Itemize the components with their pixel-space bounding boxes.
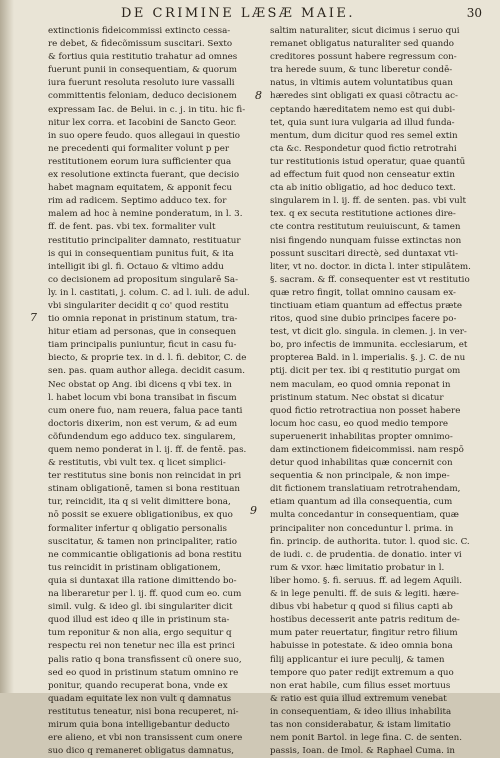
text-line: cum onere fuo, nam reuera, falua pace tanti	[48, 405, 243, 416]
text-line: & in lege penulti. ff. de suis & legiti. hære-	[270, 589, 459, 600]
text-line: quem nemo ponderat in l. ij. ff. de fentē. pas.	[48, 445, 247, 455]
text-line: rim ad radicem. Septimo adduco tex. for	[48, 196, 227, 207]
text-line: re debet, & fidecõmissum suscitari. Sexto	[48, 39, 233, 50]
right-text-column	[270, 25, 482, 758]
text-line: & restitutis, vbi vult tex. q licet simplici-	[48, 458, 226, 469]
text-line: sequentia & non principale, & non impe-	[270, 471, 450, 482]
text-line: tum reponitur & non alia, ergo sequitur q	[48, 628, 232, 639]
text-line: doctoris dixerim, non est verum, & ad eum	[48, 418, 238, 429]
text-line: ad effectum fuit quod non censeatur extin	[270, 170, 455, 181]
text-line: dibus vbi habetur q quod si filius capti ab	[270, 602, 453, 613]
text-line: remanet obligatus naturaliter sed quando	[270, 39, 455, 50]
text-line: committentis feloniam, deduco decisionem	[48, 91, 237, 102]
text-line: de iudi. c. de prudentia. de donatio. inter vi	[270, 549, 462, 560]
text-line: tio omnia reponat in pristinum statum, tra-	[48, 314, 238, 325]
text-line: pristinum statum. Nec obstat si dicatur	[270, 392, 444, 403]
margin-marker-right-top: 8	[255, 89, 262, 102]
text-line: sed eo quod in pristinum statum omnino re	[48, 667, 239, 678]
text-line: singularem in l. ij. ff. de senten. pas. vbi vult	[270, 196, 466, 207]
text-line: in consequentiam, & ideo illius inhabilita	[270, 706, 452, 717]
text-line: ex resolutione extincta fuerant, que decisio	[48, 170, 240, 181]
text-line: test, vt dicit glo. singula. in clemen. j. in ver-	[270, 327, 467, 338]
text-line: principaliter non conceduntur l. prima. in	[270, 523, 454, 534]
text-line: dam extinctionem fideicommissi. nam respō	[270, 445, 464, 455]
text-line: extinctionis fideicommissi extincto cessa-	[48, 26, 231, 36]
text-line: nitur lex corra. et Iacobini de Sancto Geor.	[48, 117, 237, 128]
text-line: mum pater reuertatur, fingitur retro filium	[270, 628, 458, 639]
text-line: tex. q ex secuta restitutione actiones dire-	[270, 209, 456, 220]
text-line: Nec obstat op Ang. ibi dicens q vbi tex. in	[48, 379, 232, 390]
text-line: fuerunt punii in consequentiam, & quorum	[48, 65, 238, 76]
text-line: §. sacram. & ff. consequenter est vt restitutio	[270, 274, 470, 285]
text-line: cte contra restitutum reuiuiscunt, & tamen	[270, 222, 461, 233]
text-line: ne commicantie obligationis ad bona restitu	[48, 549, 242, 560]
text-line: non erat habile, cum filius esset mortuus	[270, 680, 451, 691]
text-line: ly. in l. castitati, j. colum. C. ad l. iuli. de adul.	[48, 287, 250, 298]
text-line: ere alieno, et vbi non transissent cum onere	[48, 733, 243, 744]
text-line: iura fuerunt resoluta resoluto iure vassalli	[48, 78, 235, 89]
text-line: co decisionem ad propositum singularē Sa-	[48, 274, 239, 285]
text-line: stinam obligationē, tamen si bona restituan	[48, 484, 240, 495]
text-line: malem ad hoc à nemine ponderatum, in l. 3.	[48, 209, 243, 220]
text-line: liter, vt no. doctor. in dicta l. inter stipulātem.	[270, 261, 471, 272]
text-line: restitutus teneatur, nisi bona recuperet, ni-	[48, 706, 239, 717]
text-line: formaliter infertur q obligatio personalis	[48, 523, 228, 534]
text-line: passis, Ioan. de Imol. & Raphael Cuma. in	[270, 746, 456, 757]
text-line: tiam principalis puniuntur, ficut in casu fu-	[48, 340, 237, 351]
text-line: detur quod inhabilitas quæ concernit con	[270, 458, 453, 469]
text-line: ceptando hæreditatem nemo est qui dubi-	[270, 104, 456, 115]
margin-marker-right-bottom: 9	[250, 504, 257, 517]
text-line: tet, quia sunt iura vulgaria ad illud funda-	[270, 117, 455, 128]
text-line: quæ retro fingit, tollat omnino causam ex-	[270, 287, 456, 298]
left-text-column	[48, 25, 258, 758]
text-line: palis ratio q bona transfissent cũ onere suo,	[48, 654, 242, 665]
text-line: habuisse in potestate. & ideo omnia bona	[270, 641, 453, 652]
text-line: tur, reincidit, ita q si velit dimittere bona,	[48, 497, 231, 508]
text-line: tas non considerabatur, & istam limitatio	[270, 719, 451, 730]
text-line: is qui in consequentiam punitus fuit, & ita	[48, 248, 234, 259]
text-line: intelligit ibi gl. fi. Octauo & vltimo addu	[48, 261, 224, 272]
text-line: na liberaretur per l. ij. ff. quod cum eo. cum	[48, 589, 242, 600]
text-line: vbi singulariter decidit q co' quod restitu	[48, 300, 229, 311]
text-line: & fortius quia restitutio trahatur ad omnes	[48, 52, 238, 63]
text-line: tempore quo pater redijt extremum a quo	[270, 667, 454, 678]
text-line: suo dico q remaneret obligatus damnatus,	[48, 746, 235, 757]
text-line: locum hoc casu, eo quod medio tempore	[270, 418, 449, 429]
text-line: quod fictio retrotractiua non posset habere	[270, 405, 461, 416]
text-line: restitutio principaliter damnato, restituatur	[48, 235, 241, 246]
text-line: nem ponit Bartol. in lege fina. C. de senten.	[270, 733, 463, 744]
text-line: fin. princip. de authorita. tutor. l. quod sic. C.	[270, 536, 470, 547]
text-line: sen. pas. quam author allega. decidit casum.	[48, 366, 245, 377]
text-line: ter restitutus sine bonis non reincidat in pri	[48, 471, 242, 482]
text-line: restitutionem eorum iura sufficienter qua	[48, 156, 232, 167]
text-line: & ratio est quia illud extremum venebat	[270, 693, 447, 704]
text-line: in suo opere feudo. quos allegaui in questio	[48, 130, 241, 141]
text-line: l. habet locum vbi bona transibat in fiscum	[48, 392, 237, 403]
text-line: possunt suscitari directè, sed duntaxat vti-	[270, 248, 459, 259]
text-line: cta ab initio obligatio, ad hoc deduco text.	[270, 183, 456, 194]
gutter-shadow	[0, 0, 14, 693]
text-line: respectu rei non tenetur nec illa est princi	[48, 641, 235, 652]
text-line: propterea Bald. in l. imperialis. §. j. C. de nu	[270, 353, 466, 364]
text-line: hitur etiam ad personas, que in consequen	[48, 327, 237, 338]
text-line: superuenerit inhabilitas propter omnimo-	[270, 431, 453, 442]
text-line: simil. vulg. & ideo gl. ibi singulariter dicit	[48, 602, 233, 613]
text-line: tur restitutionis istud operatur, quae quantū	[270, 156, 466, 167]
running-title: DE CRIMINE LÆSÆ MAIE.	[120, 6, 355, 21]
text-line: quadam equitate lex non vult q damnatus	[48, 693, 232, 704]
text-line: saltim naturaliter, sicut dicimus i seruo qui	[270, 26, 460, 36]
text-line: nō possit se exuere obligationibus, ex quo	[48, 510, 233, 521]
text-line: ff. de fent. pas. vbi tex. formaliter vult	[48, 222, 216, 233]
text-line: liber homo. §. fi. seruus. ff. ad legem Aquili.	[270, 575, 462, 586]
text-line: nisi fingendo nunquam fuisse extinctas non	[270, 235, 462, 246]
text-line: filij applicantur ei iure peculij, & tamen	[270, 654, 445, 665]
text-line: natus, in vltimis autem voluntatibus quan	[270, 78, 453, 89]
text-line: rum & vxor. hæc limitatio probatur in l.	[270, 562, 445, 573]
text-line: habet magnam equitatem, & apponit fecu	[48, 183, 233, 194]
text-line: hæredes sint obligati ex quasi cõtractu ac-	[270, 91, 458, 102]
text-line: mirum quia bona intelligebantur deducto	[48, 719, 230, 730]
text-line: nem maculam, eo quod omnia reponat in	[270, 379, 451, 390]
text-line: biecto, & proprie tex. in d. l. fi. debitor, C. de	[48, 353, 247, 364]
text-line: tus reincidit in pristinam obligationem,	[48, 562, 221, 573]
margin-marker-left: 7	[30, 311, 37, 324]
text-line: bo, pro infectis de immunita. ecclesiarum, et	[270, 340, 468, 351]
text-line: ptij. dicit per tex. ibi q restitutio purgat om	[270, 366, 461, 377]
text-line: suscitatur, & tamen non principaliter, ratio	[48, 536, 237, 547]
text-line: tra herede suum, & tunc liberetur condē-	[270, 65, 453, 76]
text-line: quia si duntaxat illa ratione dimittendo bo-	[48, 575, 237, 586]
text-line: ritos, quod sine dubio principes facere po-	[270, 314, 457, 325]
text-line: multa concedantur in consequentiam, quæ	[270, 510, 459, 521]
text-line: creditores possunt habere regressum con-	[270, 52, 457, 63]
text-line: mentum, dum dicitur quod res semel extin	[270, 130, 458, 141]
text-line: tinctiuam etiam quantum ad effectus præte	[270, 300, 463, 311]
page-number: 30	[466, 6, 482, 20]
text-line: ponitur, quando recuperat bona, vnde ex	[48, 680, 228, 691]
text-line: hostibus decesserit ante patris reditum de-	[270, 615, 460, 626]
text-line: cta &c. Respondetur quod fictio retrotrahi	[270, 143, 457, 154]
text-line: quod illud est ideo q ille in pristinum sta-	[48, 615, 230, 626]
text-line: dit fictionem translatiuam retrotrahendam,	[270, 484, 461, 495]
text-line: ne precedenti qui formaliter volunt p per	[48, 143, 230, 154]
text-line: etiam quantum ad illa consequentia, cum	[270, 497, 453, 508]
text-line: expressam Iac. de Belui. in c. j. in titu. hic fi-	[48, 104, 246, 115]
text-line: cõfundendum ego adduco tex. singularem,	[48, 431, 236, 442]
